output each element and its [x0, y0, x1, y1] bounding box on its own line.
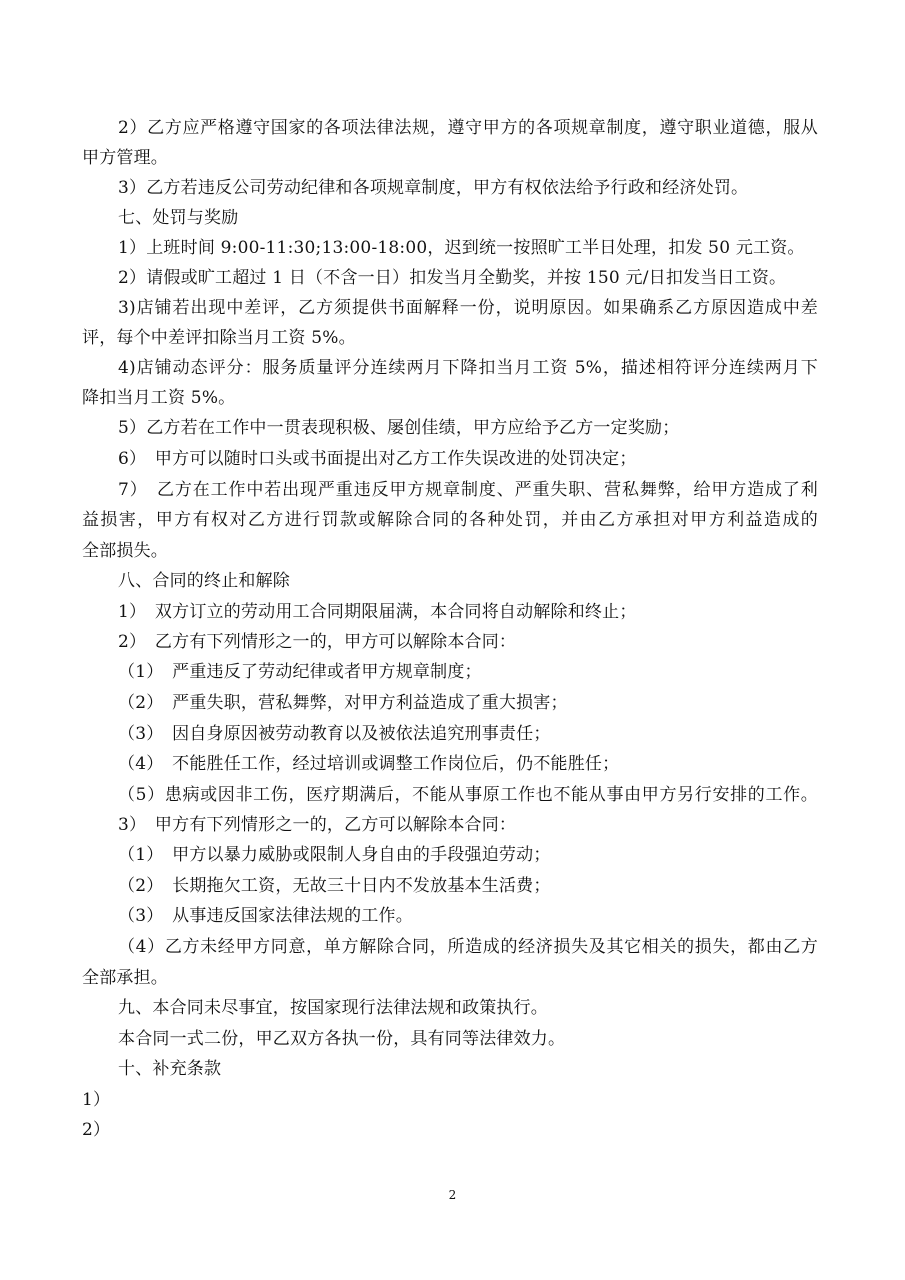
- text-line: 2）请假或旷工超过 1 日（不含一日）扣发当月全勤奖，并按 150 元/日扣发当日工资。: [118, 268, 787, 288]
- text-line: （5）患病或因非工伤，医疗期满后，不能从事原工作也不能从事由甲方另行安排的工作。: [118, 785, 818, 805]
- text-line: 全部承担。: [82, 968, 168, 988]
- text-line: 2）: [82, 1120, 111, 1140]
- text-line: 3）乙方若违反公司劳动纪律和各项规章制度，甲方有权依法给予行政和经济处罚。: [118, 178, 749, 198]
- section-heading: 七、处罚与奖励: [118, 208, 239, 228]
- text-line: （2） 严重失职，营私舞弊，对甲方利益造成了重大损害；: [118, 693, 568, 713]
- text-line: 降扣当月工资 5%。: [82, 388, 236, 408]
- text-line: 益损害，甲方有权对乙方进行罚款或解除合同的各种处罚，并由乙方承担对甲方利益造成的: [82, 510, 818, 530]
- text-line: 2） 乙方有下列情形之一的，甲方可以解除本合同：: [118, 632, 517, 652]
- text-line: 甲方管理。: [82, 148, 168, 168]
- text-line: 5）乙方若在工作中一贯表现积极、屡创佳绩，甲方应给予乙方一定奖励；: [118, 418, 680, 438]
- text-line: 全部损失。: [82, 541, 168, 561]
- text-line: 7） 乙方在工作中若出现严重违反甲方规章制度、严重失职、营私舞弊，给甲方造成了利: [118, 480, 818, 500]
- text-line: （3） 从事违反国家法律法规的工作。: [118, 906, 413, 926]
- text-line: 4)店铺动态评分：服务质量评分连续两月下降扣当月工资 5%，描述相符评分连续两月下: [118, 358, 818, 378]
- text-line: （4）乙方未经甲方同意，单方解除合同，所造成的经济损失及其它相关的损失，都由乙方: [118, 937, 818, 957]
- text-line: 3） 甲方有下列情形之一的，乙方可以解除本合同：: [118, 815, 517, 835]
- text-line: 1）: [82, 1090, 111, 1110]
- page-number: 2: [448, 1188, 457, 1202]
- text-line: （1） 严重违反了劳动纪律或者甲方规章制度；: [118, 662, 482, 682]
- text-line: （1） 甲方以暴力威胁或限制人身自由的手段强迫劳动；: [118, 845, 551, 865]
- text-line: 1）上班时间 9:00-11:30;13:00-18:00，迟到统一按照旷工半日处理，扣发 50 元工资。: [118, 238, 805, 258]
- text-line: 1） 双方订立的劳动用工合同期限届满，本合同将自动解除和终止；: [118, 602, 637, 622]
- text-line: 2）乙方应严格遵守国家的各项法律法规，遵守甲方的各项规章制度，遵守职业道德，服从: [118, 118, 818, 138]
- section-heading: 八、合同的终止和解除: [118, 571, 290, 591]
- text-line: 6） 甲方可以随时口头或书面提出对乙方工作失误改进的处罚决定；: [118, 449, 637, 469]
- text-line: 本合同一式二份，甲乙双方各执一份，具有同等法律效力。: [118, 1029, 566, 1049]
- section-heading: 十、补充条款: [118, 1059, 222, 1079]
- text-line: （4） 不能胜任工作，经过培训或调整工作岗位后，仍不能胜任；: [118, 754, 620, 774]
- text-line: （3） 因自身原因被劳动教育以及被依法追究刑事责任；: [118, 724, 551, 744]
- text-line: 评，每个中差评扣除当月工资 5%。: [82, 328, 356, 348]
- section-heading: 九、本合同未尽事宜，按国家现行法律法规和政策执行。: [118, 998, 548, 1018]
- text-line: 3)店铺若出现中差评，乙方须提供书面解释一份，说明原因。如果确系乙方原因造成中差: [118, 298, 818, 318]
- text-line: （2） 长期拖欠工资，无故三十日内不发放基本生活费；: [118, 876, 551, 896]
